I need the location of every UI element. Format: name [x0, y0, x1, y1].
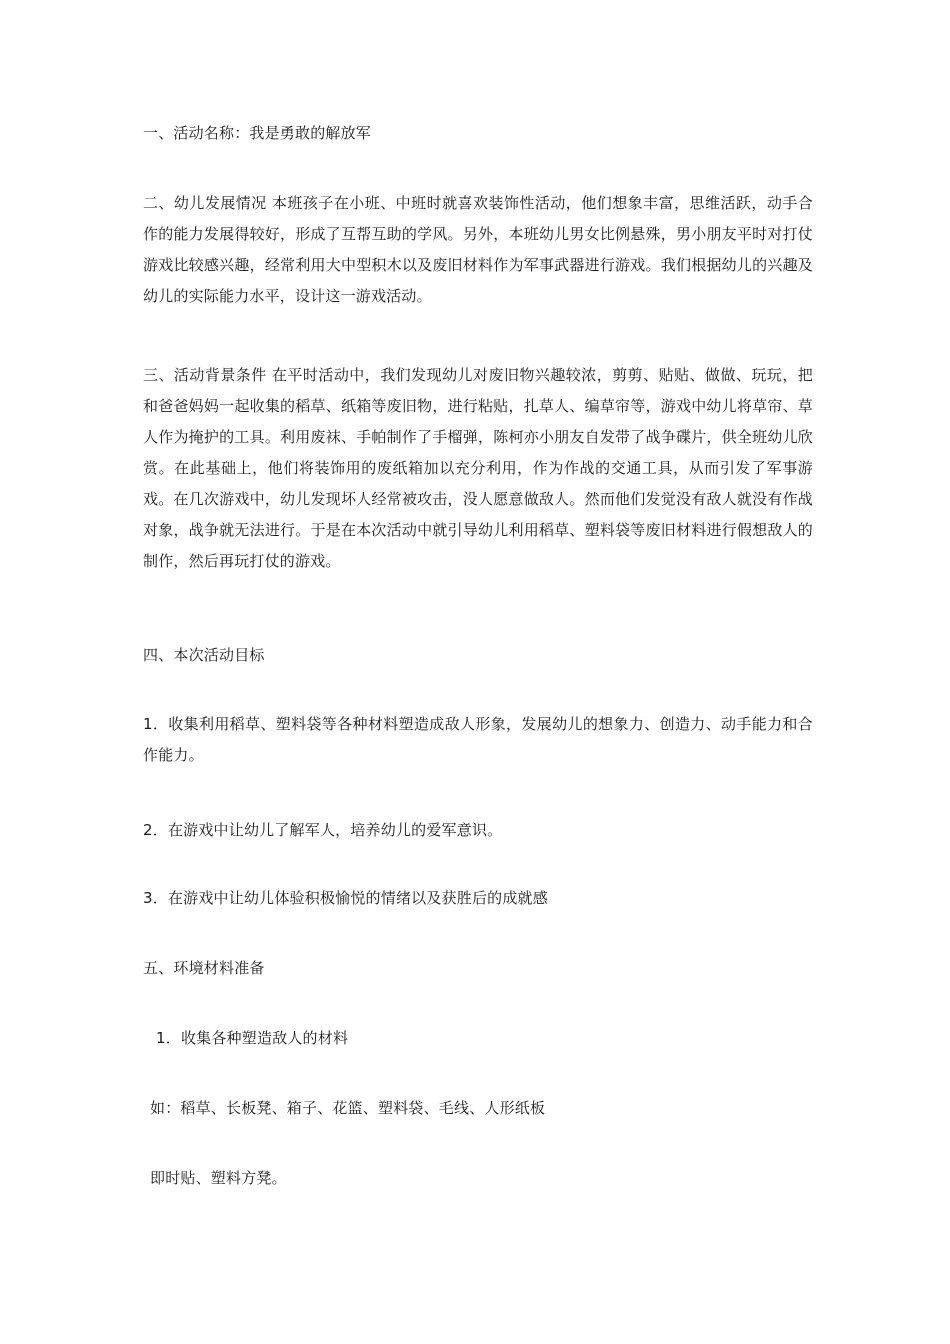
section-activity-name: 一、活动名称：我是勇敢的解放军 [143, 124, 372, 142]
section-background: 三、活动背景条件 在平时活动中，我们发现幼儿对废旧物兴趣较浓，剪剪、贴贴、做做、玩玩，把和爸爸妈妈一起收集的稻草、纸箱等废旧物，进行粘贴，扎草人、编草帘等，游戏中幼儿将草帘、草人作为掩护的工具。利用废袜、手帕制作了手榴弹，陈柯亦小朋友自发带了战争碟片，供全班幼儿欣赏。在此基础上，他们将装饰用的废纸箱加以充分利用，作为作战的交通工具，从而引发了军事游戏。在几次游戏中，幼儿发现坏人经常被攻击，没人愿意做敌人。然而他们发觉没有敌人就没有作战对象，战争就无法进行。于是在本次活动中就引导幼儿利用稻草、塑料袋等废旧材料进行假想敌人的制作，然后再玩打仗的游戏。 [143, 366, 813, 570]
section-materials-heading: 五、环境材料准备 [143, 959, 265, 977]
goal-item-3: 3．在游戏中让幼儿体验积极愉悦的情绪以及获胜后的成就感 [143, 889, 548, 907]
materials-examples: 如：稻草、长板凳、箱子、花篮、塑料袋、毛线、人形纸板 [150, 1099, 546, 1117]
section-development: 二、幼儿发展情况 本班孩子在小班、中班时就喜欢装饰性活动，他们想象丰富，思维活跃，动手合作的能力发展得较好，形成了互帮互助的学风。另外，本班幼儿男女比例悬殊，男小朋友平时对打仗游戏比较感兴趣，经常利用大中型积木以及废旧材料作为军事武器进行游戏。我们根据幼儿的兴趣及幼儿的实际能力水平，设计这一游戏活动。 [143, 194, 813, 305]
materials-examples-cont: 即时贴、塑料方凳。 [150, 1169, 287, 1187]
goal-item-1: 1．收集利用稻草、塑料袋等各种材料塑造成敌人形象，发展幼儿的想象力、创造力、动手能力和合作能力。 [143, 715, 813, 764]
materials-item-1: 1．收集各种塑造敌人的材料 [156, 1029, 349, 1047]
goal-item-2: 2．在游戏中让幼儿了解军人，培养幼儿的爱军意识。 [143, 821, 503, 839]
section-goals-heading: 四、本次活动目标 [143, 646, 265, 664]
